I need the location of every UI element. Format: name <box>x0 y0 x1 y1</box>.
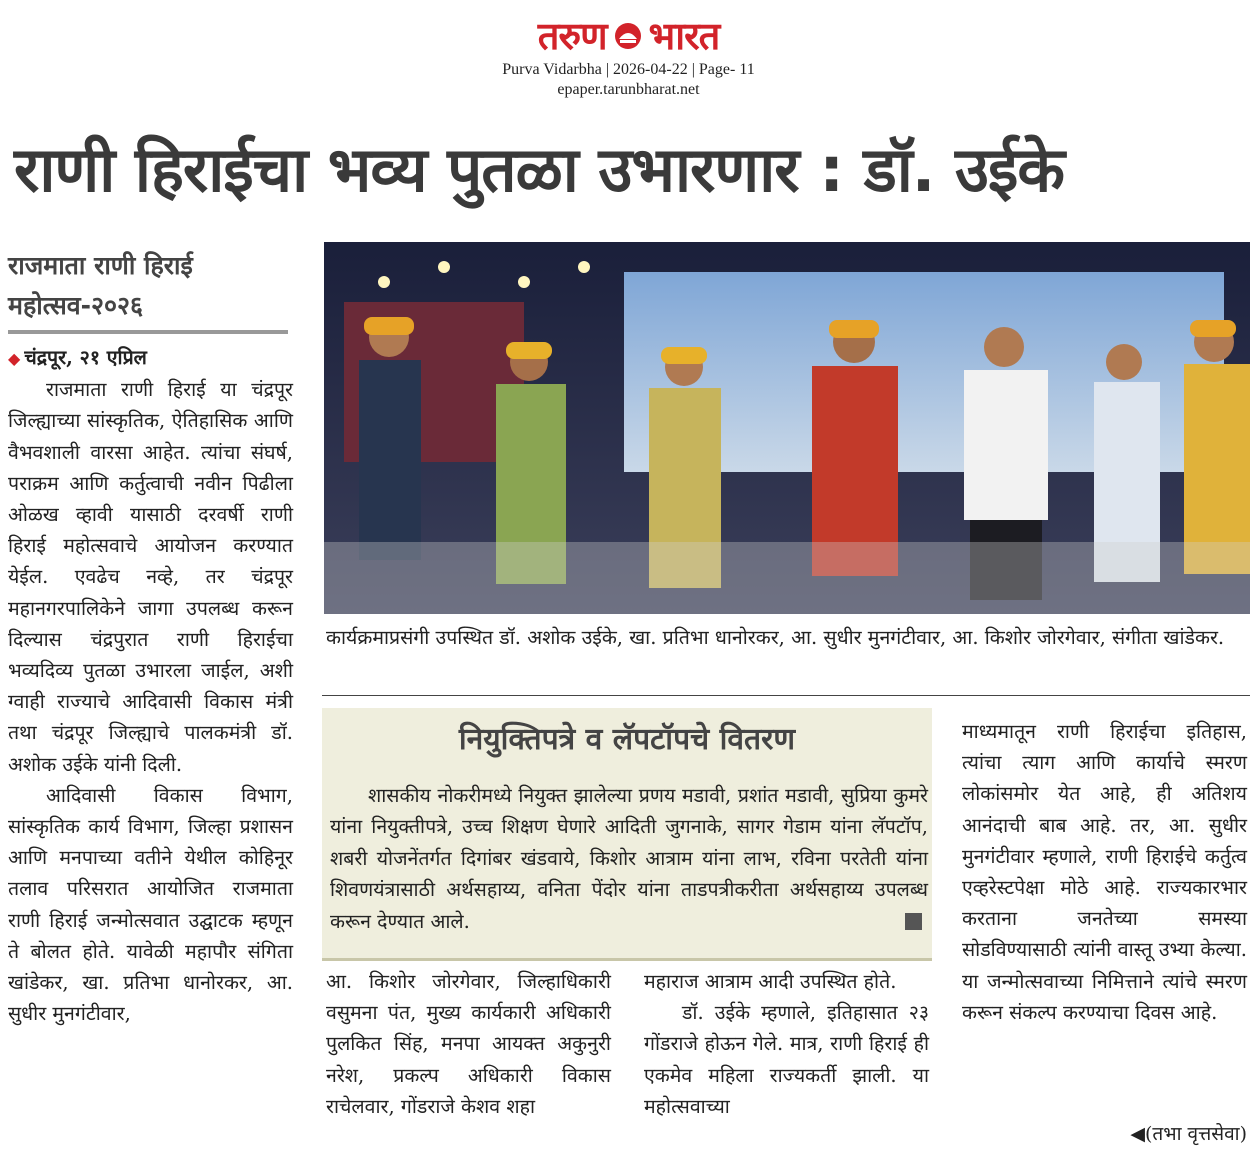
kicker-divider <box>8 330 288 334</box>
paragraph: महाराज आत्राम आदी उपस्थित होते. <box>644 970 897 993</box>
dateline <box>8 342 293 374</box>
byline-credit <box>1130 1120 1247 1148</box>
sidebar-box-body: शासकीय नोकरीमध्ये नियुक्त झालेल्या प्रणय मडावी, प्रशांत मडावी, सुप्रिया कुमरे यांना नियुक्तीपत्रे, उच्च शिक्षण घेणारे आदिती जुगनाके, सागर गेडाम यांना लॅपटॉप, शबरी योजनेंतर्गत दिगांबर खंडवाये, किशोर आत्राम यांना लाभ, रविना परतेती यांना शिवणयंत्रासाठी अर्थसहाय्य, वनिता पेंदोर यांना ताडपत्रीकरीता अर्थसहाय्य उपलब्ध करून देण्यात आले. <box>330 784 928 933</box>
paragraph: आदिवासी विकास विभाग, सांस्कृतिक कार्य विभाग, जिल्हा प्रशासन आणि मनपाच्या वतीने येथील कोहिनूर तलाव परिसरात आयोजित राजमाता राणी हिराई जन्मोत्सवात उद्घाटक म्हणून ते बोलत होते. यावेळी महापौर संगिता खांडेकर, खा. प्रतिभा धानोरकर, आ. सुधीर मुनगंटीवार, <box>8 783 293 1026</box>
article-kicker <box>8 246 293 326</box>
paragraph: राजमाता राणी हिराई या चंद्रपूर जिल्ह्याच्या सांस्कृतिक, ऐतिहासिक आणि वैभवशाली वारसा आहेत. त्यांचा संघर्ष, पराक्रम आणि कर्तुत्वाची नवीन पिढीला ओळख व्हावी यासाठी दरवर्षी राणी हिराई महोत्सवाचे आयोजन करण्यात येईल. एवढेच नव्हे, तर चंद्रपूर महानगरपालिकेने जागा उपलब्ध करून दिल्यास चंद्रपुरात राणी हिराईचा भव्यदिव्य पुतळा उभारला जाईल, अशी ग्वाही राज्याचे आदिवासी विकास मंत्री तथा चंद्रपूर जिल्ह्याचे पालकमंत्री डॉ. अशोक उईके यांनी दिली. <box>8 378 293 776</box>
article-column-4 <box>962 716 1247 1028</box>
credit-text: (तभा वृत्तसेवा) <box>1145 1123 1247 1145</box>
kicker-line-2: महोत्सव-२०२६ <box>8 291 144 320</box>
triangle-left-icon: ◀ <box>1130 1123 1145 1145</box>
logo-word-left: तरुण <box>537 14 607 58</box>
kicker-line-1: राजमाता राणी हिराई <box>8 251 193 280</box>
article-column-3 <box>644 966 929 1122</box>
article-column-1 <box>8 342 293 1029</box>
logo-word-right: भारत <box>648 14 720 58</box>
photo-caption: कार्यक्रमाप्रसंगी उपस्थित डॉ. अशोक उईके, खा. प्रतिभा धानोरकर, आ. सुधीर मुनगंटीवार, आ. किशोर जोरगेवार, संगीता खांडेकर. <box>326 626 1225 649</box>
sidebar-box <box>322 708 932 961</box>
event-photo <box>324 242 1250 614</box>
paragraph: डॉ. उईके म्हणाले, इतिहासात २३ गोंडराजे होऊन गेले. मात्र, राणी हिराई ही एकमेव महिला राज्यकर्ती झाली. या महोत्सवाच्या <box>644 1001 929 1118</box>
paragraph: आ. किशोर जोरगेवार, जिल्हाधिकारी वसुमना पंत, मुख्य कार्यकारी अधिकारी पुलकित सिंह, मनपा आयक्त अकुनुरी नरेश, प्रकल्प अधिकारी विकास राचेलवार, गोंडराजे केशव शहा <box>326 970 611 1118</box>
newspaper-logo <box>538 14 720 58</box>
masthead <box>0 14 1257 100</box>
section-divider <box>322 695 1250 696</box>
article-column-2 <box>326 966 611 1122</box>
end-square-icon <box>905 913 922 930</box>
article-headline: राणी हिराईचा भव्य पुतळा उभारणार : डॉ. उईके <box>14 133 1064 206</box>
edition-info: Purva Vidarbha | 2026-04-22 | Page- 11 <box>502 61 755 78</box>
dateline-text: चंद्रपूर, २१ एप्रिल <box>24 346 147 369</box>
event-photo-illustration <box>324 242 1250 614</box>
diamond-bullet-icon: ◆ <box>8 349 21 368</box>
website-link[interactable]: epaper.tarunbharat.net <box>557 81 700 98</box>
paragraph: माध्यमातून राणी हिराईचा इतिहास, त्यांचा त्याग आणि कार्याचे स्मरण लोकांसमोर येत आहे, ही अतिशय आनंदाची बाब आहे. तर, आ. सुधीर मुनगंटीवार म्हणाले, राणी हिराईचे कर्तुत्व एव्हरेस्टपेक्षा मोठे आहे. राज्यकारभार करताना जनतेच्या समस्या सोडविण्यासाठी त्यांनी वास्तू उभ्या केल्या. या जन्मोत्सवाच्या निमित्ताने त्यांचे स्मरण करून संकल्प करण्याचा दिवस आहे. <box>962 720 1247 1024</box>
sidebar-box-title: नियुक्तिपत्रे व लॅपटॉपचे वितरण <box>458 722 796 757</box>
logo-emblem-icon <box>613 21 643 51</box>
